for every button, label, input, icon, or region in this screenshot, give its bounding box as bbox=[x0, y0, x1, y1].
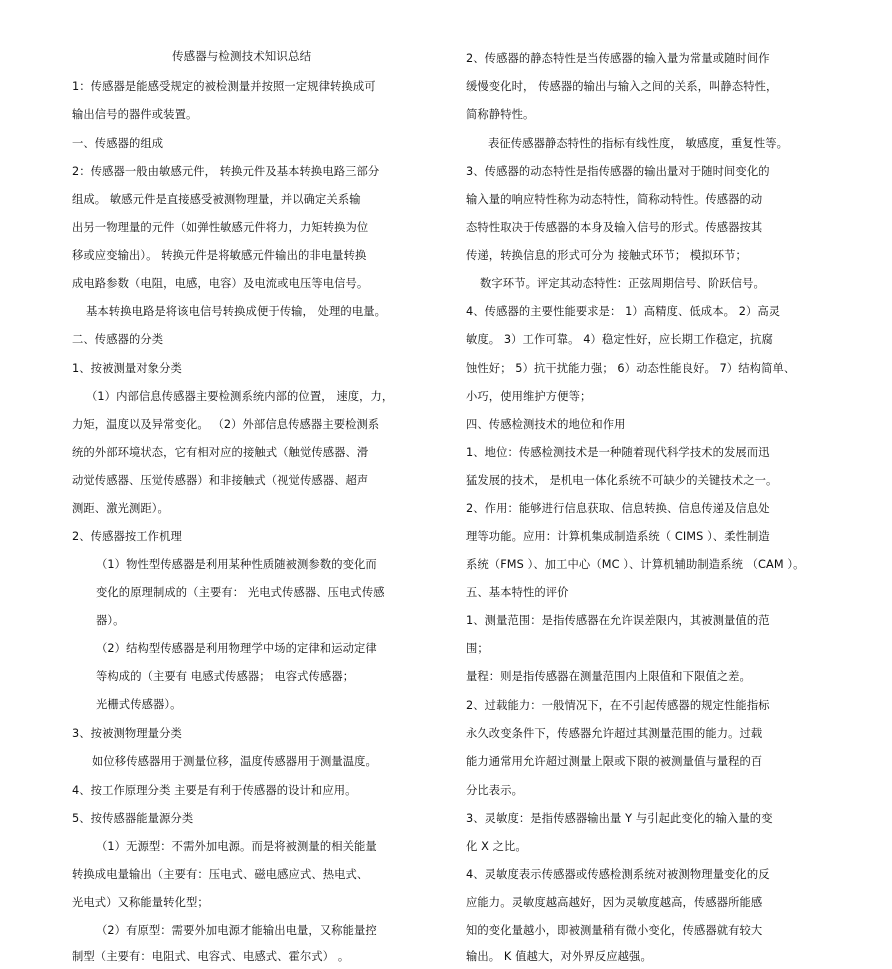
text-line: （1）物性型传感器是利用某种性质随被测参数的变化而 bbox=[96, 558, 377, 571]
text-line: 出另一物理量的元件（如弹性敏感元件将力，力矩转换为位 bbox=[72, 221, 369, 234]
section-heading: 五、基本特性的评价 bbox=[466, 586, 569, 599]
text-line: 能力通常用允许超过测量上限或下限的被测量值与量程的百 bbox=[466, 755, 763, 768]
text-line: 输出。 K 值越大，对外界反应越强。 bbox=[466, 950, 652, 963]
subheading: 3、按被测物理量分类 bbox=[72, 727, 182, 740]
text-line: 4、灵敏度表示传感器或传感检测系统对被测物理量变化的反 bbox=[466, 868, 770, 881]
text-line: 系统（FMS ）、加工中心（MC ）、计算机辅助制造系统 （CAM ）。 bbox=[466, 558, 805, 571]
text-line: 2、过载能力：一般情况下，在不引起传感器的规定性能指标 bbox=[466, 699, 770, 712]
text-line: 简称静特性。 bbox=[466, 108, 535, 121]
text-line: 1：传感器是能感受规定的被检测量并按照一定规律转换成可 bbox=[72, 80, 376, 93]
text-line: 3、灵敏度：是指传感器输出量 Y 与引起此变化的输入量的变 bbox=[466, 812, 773, 825]
text-line: 组成。 敏感元件是直接感受被测物理量，并以确定关系输 bbox=[72, 193, 361, 206]
text-line: 猛发展的技术， 是机电一体化系统不可缺少的关键技术之一。 bbox=[466, 474, 778, 487]
text-line: 转换成电量输出（主要有：压电式、磁电感应式、热电式、 bbox=[72, 868, 369, 881]
text-line: 数字环节。评定其动态特性：正弦周期信号、阶跃信号。 bbox=[480, 277, 765, 290]
text-line: 光栅式传感器）。 bbox=[96, 698, 182, 711]
document-title: 传感器与检测技术知识总结 bbox=[172, 49, 312, 63]
text-line: 移或应变输出）。 转换元件是将敏感元件输出的非电量转换 bbox=[72, 249, 367, 262]
text-line: 永久改变条件下，传感器允许超过其测量范围的能力。过载 bbox=[466, 727, 763, 740]
text-line: 如位移传感器用于测量位移，温度传感器用于测量温度。 bbox=[92, 755, 377, 768]
text-line: 基本转换电路是将该电信号转换成便于传输， 处理的电量。 bbox=[86, 305, 387, 318]
text-line: 测距、激光测距）。 bbox=[72, 502, 169, 515]
text-line: 敏度。 3）工作可靠。 4）稳定性好，应长期工作稳定，抗腐 bbox=[466, 333, 773, 346]
text-line: 变化的原理制成的（主要有： 光电式传感器、压电式传感 bbox=[96, 586, 385, 599]
text-line: 输入量的响应特性称为动态特性，简称动特性。传感器的动 bbox=[466, 193, 763, 206]
text-line: 表征传感器静态特性的指标有线性度， 敏感度，重复性等。 bbox=[488, 137, 789, 150]
subheading: 4、按工作原理分类 主要是有利于传感器的设计和应用。 bbox=[72, 784, 357, 797]
text-line: 输出信号的器件或装置。 bbox=[72, 108, 198, 121]
text-line: 器）。 bbox=[96, 614, 125, 627]
text-line: 小巧，使用维护方便等； bbox=[466, 390, 592, 403]
text-line: 1、地位：传感检测技术是一种随着现代科学技术的发展而迅 bbox=[466, 446, 770, 459]
text-line: （1）无源型：不需外加电源。而是将被测量的相关能量 bbox=[96, 840, 377, 853]
text-line: 2、传感器的静态特性是当传感器的输入量为常量或随时间作 bbox=[466, 52, 770, 65]
text-line: 围； bbox=[466, 642, 489, 655]
text-line: 等构成的（主要有 电感式传感器； 电容式传感器； bbox=[96, 670, 355, 683]
text-line: 2、作用：能够进行信息获取、信息转换、信息传递及信息处 bbox=[466, 502, 770, 515]
text-line: 蚀性好； 5）抗干扰能力强； 6）动态性能良好。 7）结构简单、 bbox=[466, 362, 796, 375]
text-line: 态特性取决于传感器的本身及输入信号的形式。传感器按其 bbox=[466, 221, 763, 234]
section-heading: 四、传感检测技术的地位和作用 bbox=[466, 418, 626, 431]
text-line: 化 X 之比。 bbox=[466, 840, 527, 853]
text-line: （2）结构型传感器是利用物理学中场的定律和运动定律 bbox=[96, 642, 377, 655]
text-line: 动觉传感器、压觉传感器）和非接触式（视觉传感器、超声 bbox=[72, 474, 369, 487]
text-line: 统的外部环境状态，它有相对应的接触式（触觉传感器、滑 bbox=[72, 446, 369, 459]
subheading: 2、传感器按工作机理 bbox=[72, 530, 182, 543]
text-line: 2：传感器一般由敏感元件， 转换元件及基本转换电路三部分 bbox=[72, 165, 380, 178]
text-line: 4、传感器的主要性能要求是： 1）高精度、低成本。 2）高灵 bbox=[466, 305, 781, 318]
section-heading: 二、传感器的分类 bbox=[72, 333, 164, 346]
text-line: 1、测量范围：是指传感器在允许误差限内，其被测量值的范 bbox=[466, 614, 770, 627]
text-line: 成电路参数（电阻，电感，电容）及电流或电压等电信号。 bbox=[72, 277, 369, 290]
text-line: 3、传感器的动态特性是指传感器的输出量对于随时间变化的 bbox=[466, 165, 770, 178]
text-line: 光电式）又称能量转化型； bbox=[72, 896, 209, 909]
text-line: 应能力。灵敏度越高越好，因为灵敏度越高，传感器所能感 bbox=[466, 896, 763, 909]
text-line: （1）内部信息传感器主要检测系统内部的位置， 速度，力， bbox=[86, 390, 394, 403]
text-line: 理等功能。应用：计算机集成制造系统（ CIMS ）、柔性制造 bbox=[466, 530, 770, 543]
subheading: 1、按被测量对象分类 bbox=[72, 362, 182, 375]
subheading: 5、按传感器能量源分类 bbox=[72, 812, 194, 825]
text-line: 分比表示。 bbox=[466, 784, 523, 797]
text-line: 力矩，温度以及异常变化。 （2）外部信息传感器主要检测系 bbox=[72, 418, 380, 431]
text-line: 知的变化量越小，即被测量稍有微小变化，传感器就有较大 bbox=[466, 924, 763, 937]
text-line: 缓慢变化时， 传感器的输出与输入之间的关系，叫静态特性， bbox=[466, 80, 778, 93]
text-line: 传递，转换信息的形式可分为 接触式环节； 模拟环节； bbox=[466, 249, 747, 262]
text-line: 制型（主要有：电阻式、电容式、电感式、霍尔式） 。 bbox=[72, 950, 350, 963]
text-line: 量程：则是指传感器在测量范围内上限值和下限值之差。 bbox=[466, 670, 751, 683]
text-line: （2）有原型：需要外加电源才能输出电量，又称能量控 bbox=[96, 924, 377, 937]
section-heading: 一、传感器的组成 bbox=[72, 137, 164, 150]
